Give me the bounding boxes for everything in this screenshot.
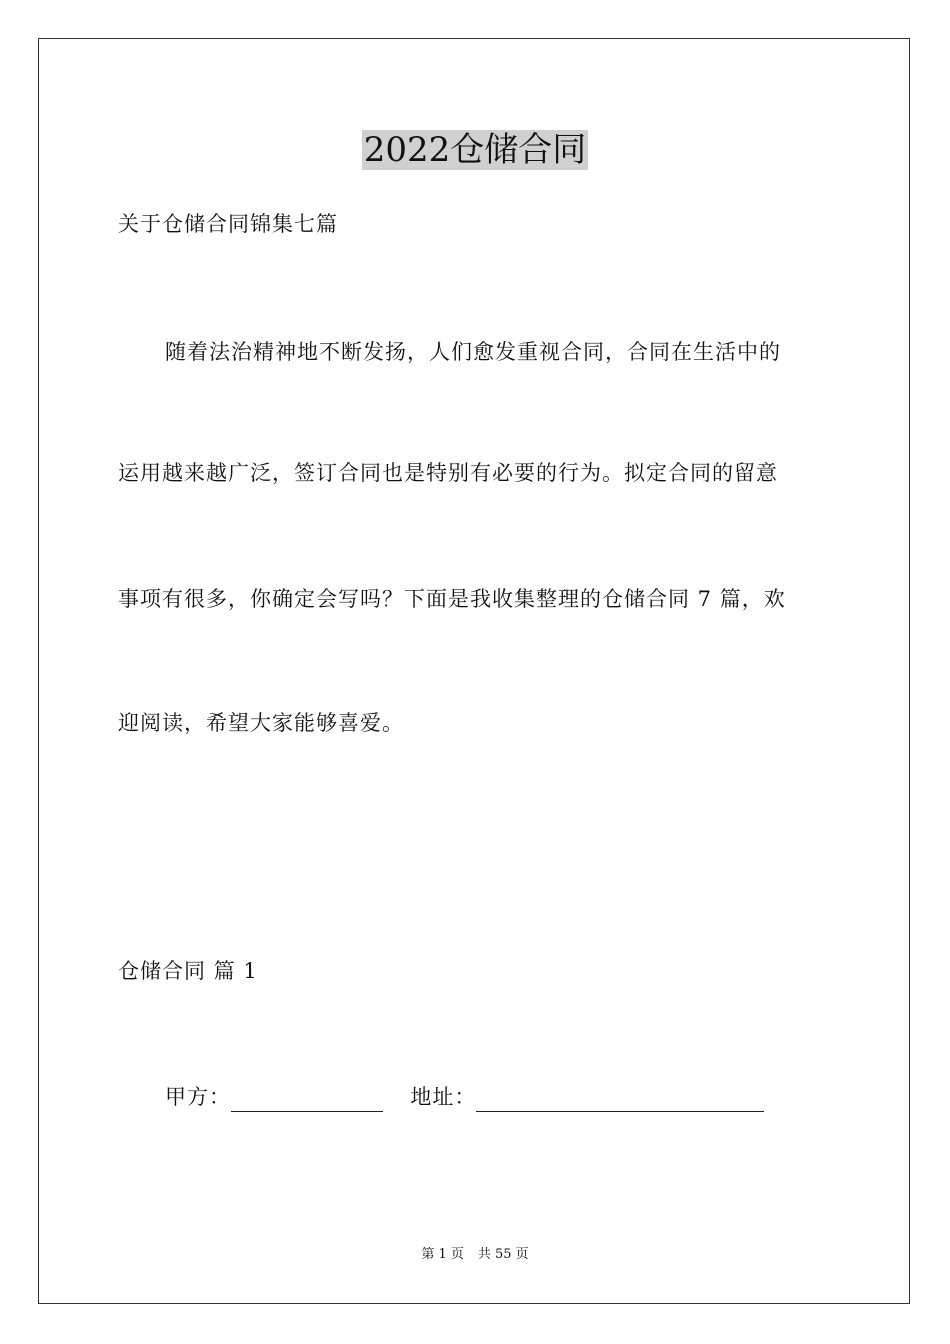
document-title <box>0 128 950 172</box>
page-footer <box>0 1246 950 1264</box>
address-label: 地址： <box>410 1085 477 1109</box>
document-title-text: 2022仓储合同 <box>363 130 587 170</box>
document-subtitle: 关于仓储合同锦集七篇 <box>118 212 338 236</box>
section-heading: 仓储合同 篇 1 <box>118 959 258 983</box>
party-a-label: 甲方： <box>165 1085 231 1109</box>
page-number: 第 1 页 <box>421 1247 464 1262</box>
page-total: 共 55 页 <box>477 1247 529 1262</box>
party-a-blank[interactable] <box>231 1089 383 1112</box>
address-blank[interactable] <box>476 1089 764 1112</box>
party-a-line <box>165 1082 764 1112</box>
intro-line-4: 迎阅读，希望大家能够喜爱。 <box>118 711 404 735</box>
intro-line-3: 事项有很多，你确定会写吗？下面是我收集整理的仓储合同 7 篇，欢 <box>118 587 786 611</box>
intro-line-1: 随着法治精神地不断发扬，人们愈发重视合同，合同在生活中的 <box>165 340 781 364</box>
intro-line-2: 运用越来越广泛，签订合同也是特别有必要的行为。拟定合同的留意 <box>118 461 778 485</box>
